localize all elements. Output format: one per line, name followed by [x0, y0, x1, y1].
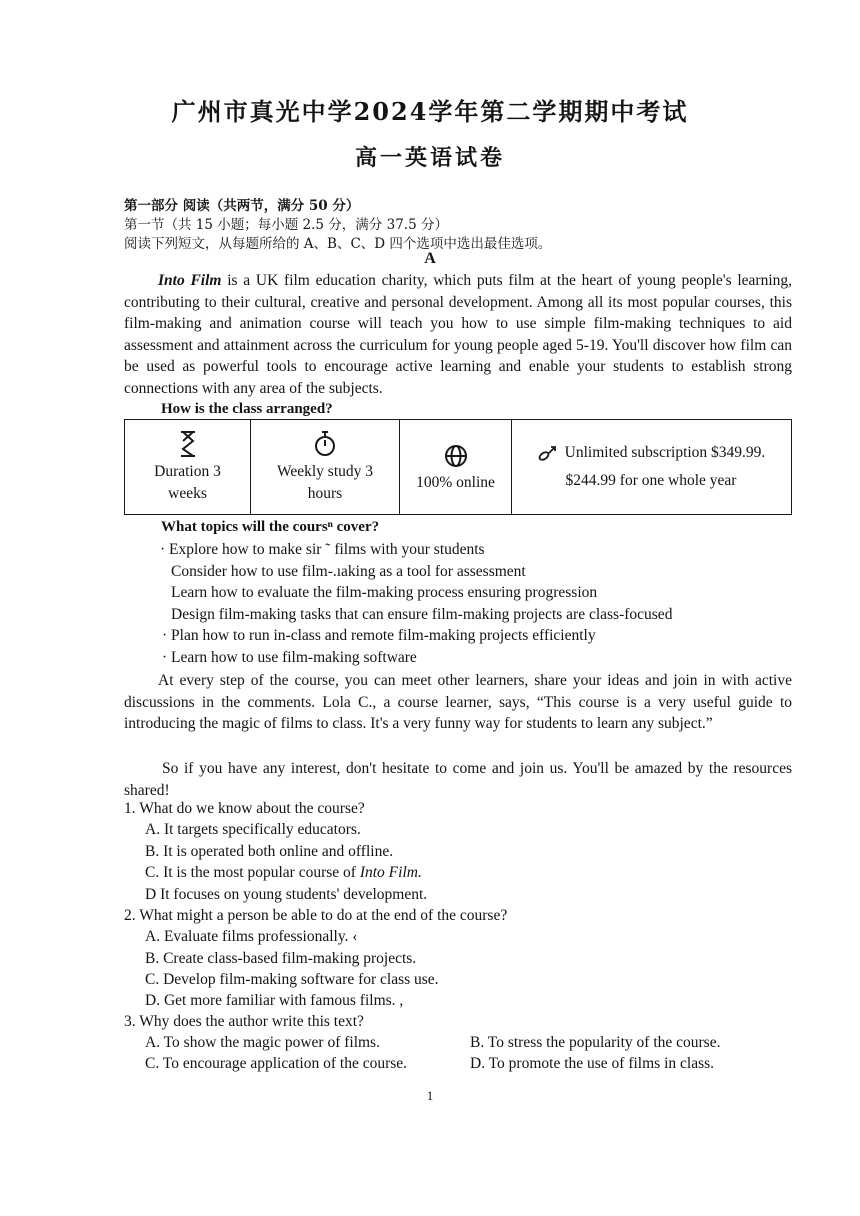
class-arrangement-table	[124, 419, 792, 515]
link-icon	[537, 444, 559, 462]
topic-item: Consider how to use film-.ıaking as a tool for assessment	[171, 563, 526, 580]
online-label: 100% online	[416, 474, 495, 491]
question-3-option-a: A. To show the magic power of films.	[145, 1034, 380, 1051]
topic-item: Learn how to evaluate the film-making process ensuring progression	[171, 584, 598, 601]
exam-subtitle: 高一英语试卷	[354, 145, 505, 171]
question-2-option-d: D. Get more familiar with famous films. ,	[145, 992, 404, 1009]
table-cell-online	[400, 420, 512, 514]
passage-letter: A	[424, 250, 436, 267]
topic-item: · Plan how to run in-class and remote film-making projects efficiently	[162, 627, 596, 644]
table-cell-subscription	[512, 420, 790, 514]
question-2-option-b: B. Create class-based film-making projects.	[145, 950, 417, 967]
page-number: 1	[426, 1088, 434, 1103]
question-1-option-b: B. It is operated both online and offline.	[145, 843, 394, 860]
discussion-paragraph: At every step of the course, you can meet other learners, share your ideas and join in with active discussions in the comments. Lola C., a course learner, says, “This course is a very useful guide to introducing the magic of films to class. It's a very funny way for students to learn any subject.”	[124, 672, 792, 732]
question-1-option-c	[145, 864, 422, 882]
duration-line1: Duration 3	[154, 463, 221, 480]
topics-heading: What topics will the coursⁿ cover?	[161, 519, 380, 535]
weekly-study-line1: Weekly study 3	[276, 463, 374, 480]
table-cell-weekly-study	[251, 420, 400, 514]
question-1-option-c-text: C. It is the most popular course of	[145, 864, 360, 881]
question-1-option-a: A. It targets specifically educators.	[145, 821, 361, 838]
question-1-stem: 1. What do we know about the course?	[124, 800, 365, 817]
weekly-study-line2: hours	[307, 485, 343, 502]
topic-item: · Explore how to make sir ˜ films with your students	[160, 541, 485, 558]
table-cell-duration	[125, 420, 251, 514]
intro-paragraph	[124, 270, 792, 399]
question-3-option-b: B. To stress the popularity of the course.	[470, 1034, 721, 1051]
question-2-option-a: A. Evaluate films professionally. ‹	[145, 928, 358, 945]
question-3-option-d: D. To promote the use of films in class.	[470, 1055, 715, 1072]
question-3-option-c: C. To encourage application of the course.	[145, 1055, 408, 1072]
question-1-option-c-title: Into Film.	[359, 864, 422, 881]
topic-item: · Learn how to use film-making software	[162, 649, 417, 666]
hourglass-icon	[178, 429, 198, 459]
exam-title: 广州市真光中学2024学年第二学期期中考试	[171, 97, 689, 126]
question-2-stem: 2. What might a person be able to do at the end of the course?	[124, 907, 508, 924]
intro-text: is a UK film education charity, which puts film at the heart of young people's learning, contributing to their cultural, creative and personal development. Among all its most popular courses, this film-making and animation course will teach you how to use simple film-making techniques to aid assessment and attainment across the curriculum for young people aged 5-19. You'll discover how film can be used as powerful tools to encourage active learning and enable your students to establish strong connections with any area of the subjects.	[124, 272, 793, 397]
closing-paragraph: So if you have any interest, don't hesitate to come and join us. You'll be amazed by the resources shared!	[124, 760, 792, 799]
question-1-option-d: D It focuses on young students' development.	[145, 886, 428, 903]
section-heading: 第一节（共 15 小题；每小题 2.5 分，满分 37.5 分）	[124, 217, 448, 233]
part-heading: 第一部分 阅读（共两节，满分 50 分）	[124, 198, 360, 214]
directions: 阅读下列短文，从每题所给的 A、B、C、D 四个选项中选出最佳选项。	[124, 236, 552, 252]
question-3-stem: 3. Why does the author write this text?	[124, 1013, 364, 1030]
arranged-heading: How is the class arranged?	[161, 401, 333, 417]
globe-icon	[443, 440, 469, 470]
topic-item: Design film-making tasks that can ensure film-making projects are class-focused	[171, 606, 673, 623]
stopwatch-icon	[314, 429, 336, 459]
intro-title: Into Film	[158, 272, 222, 289]
question-2-option-c: C. Develop film-making software for class use.	[145, 971, 439, 988]
subscription-line1: Unlimited subscription $349.99.	[564, 444, 766, 461]
duration-line2: weeks	[168, 485, 207, 502]
subscription-line2: $244.99 for one whole year	[565, 472, 737, 489]
subscription-line1-row	[537, 442, 766, 464]
